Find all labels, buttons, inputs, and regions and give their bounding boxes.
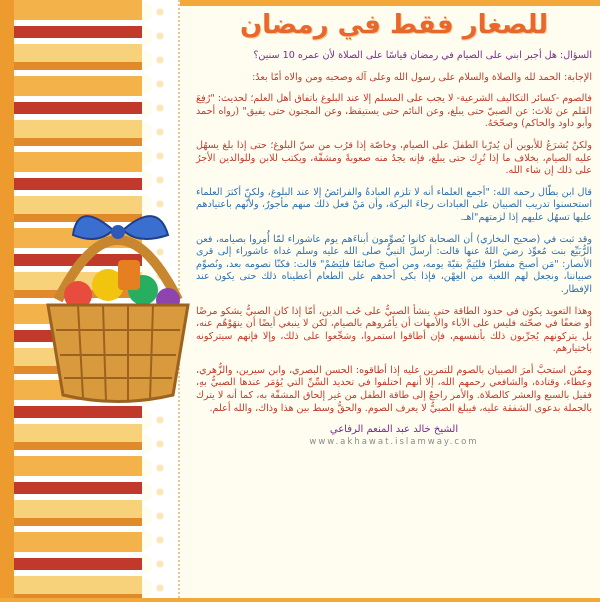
author-signature: الشيخ خالد عبد المنعم الرفاعي [329, 424, 459, 436]
answer-paragraph: ولكنْ يُشرَعُ للأبوين أن يُدرّبا الطفلَ على الصيام، وخاصّة إذا قرُب من سنّ البلوغ؛ حتى إذا بلغ يسهُل عليه الصيام، بخلاف ما إذا تُرِك حتى يبلغ، فإنه يجدُ منه صعوبةً ومشقّة، ويكتب للابن وللوالدين الأجرُ على ذلك إن شاء الله. [196, 139, 592, 177]
lantern-icon [118, 260, 140, 290]
article-panel [196, 8, 592, 596]
quote-paragraph: قال ابن بطّال رحمه الله: "أجمع العلماء أنه لا تلزم العبادةُ والفرائضُ إلا عند البلوغ، ولكنّ أكثرَ العلماء استحسنوا تدريب الصبيان على العبادات رجاءَ البركة، وأن مَنْ فعل ذلك منهم مأجورٌ، ولأنّهم باعتيادهم عليها تسهُل عليهم إذا لزمتهم"اهـ. [196, 186, 592, 223]
answer-paragraph: وهذا التعويد يكون في حدود الطاقة حتى ينشأ الصبيُّ على حُب الدين، أمّا إذا كان الصبيُّ يشكو مرضًا أو ضعفًا في صحّته فليس على الآباء والأمهات أن يأمُروهم بالصيام، لكن لا ينبغي أيضًا أن ينهَوْهُم عنه، بل يتركونهم يُجرِّبون ذلك بأنفسهم، فإن أطاقوا استمروا، وشجِّعوا على ذلك، وإلا فإنهم سيتركونه باختيارهم. [196, 305, 592, 355]
site-url[interactable]: www.akhawat.islamway.com [309, 437, 479, 448]
left-border [0, 0, 14, 602]
answer-intro-paragraph: الإجابة: الحمد لله والصلاة والسلام على رسول الله وعلى آله وصحبه ومن والاه أمّا بعدُ: [252, 71, 592, 83]
article-body [196, 50, 592, 415]
basket-icon [18, 190, 218, 410]
hadith-paragraph: وقد ثبت في (صحيح البخاري) أن الصحابة كانوا يُصوِّمون أبناءَهم يوم عاشوراء لمّا أُمِروا بصيامه، فعن الرُّبَيِّع بنت مُعوِّذ رضيَ اللهُ عنها قالت: أرسلَ النبيُّ صلى الله عليه وسلم غداة عاشوراء إلى قرى الأنصار: "مَن أصبحَ مفطرًا فليُتِمَّ بقيّةَ يومه، ومن أصبحَ صائمًا فليَصُمْ" قالت: فكنّا نصومه بعد، ونُصوِّم صبياننا، ونجعل لهم اللعبة من العِهْن، فإذا بكى أحدهم على الطعام أعطيناه ذلك حتى يكون عند الإفطار. [196, 233, 592, 295]
page-title: للصغار فقط في رمضان [239, 10, 549, 40]
answer-paragraph: فالصوم -كسائر التكاليف الشرعية- لا يجب على المسلم إلا عند البلوغ باتفاق أهل العلم؛ لحديث: "رُفِعَ القلم عن ثلاث: عن الصبيّ حتى يبلغ، وعن النائم حتى يستيقظ، وعن المجنون حتى يفيق" (رواه أحمد وأبو داود والحاكم) وصحّحَهُ. [196, 93, 592, 130]
basket-body [48, 305, 188, 402]
bow-right-icon [123, 216, 168, 239]
question-paragraph: السؤال: هل أجبر ابني على الصيام في رمضان قياسًا على الصلاة لأن عمره 10 سنين؟ [253, 50, 592, 61]
bottom-border [0, 598, 600, 602]
answer-paragraph: وممّن استحبَّ أمرَ الصبيان بالصوم للتمرين عليه إذا أطاقوه: الحسن البصري، وابن سيرين، والزُّهري، وعطاء، وقتادة، والشافعي رحمهم الله، إلا أنهم اختلفوا في تحديد السِّنِّ التي يُؤمَر عندها الصبيُّ بهِ، فقيل بالسبع والعشر كالصلاة. والأمر راجعٌ إلى طاقة الطفل من غير إلحاق المشقّة به، كما أنه لا يترك بالجملة بدعوى الشفقة عليه، فيبلغ الصبيُّ لا يعرف الصوم. والحقُّ وسط بين هذا وذاك، والله أعلم. [196, 364, 592, 414]
bow-knot-icon [111, 225, 125, 239]
bow-icon [73, 216, 113, 239]
